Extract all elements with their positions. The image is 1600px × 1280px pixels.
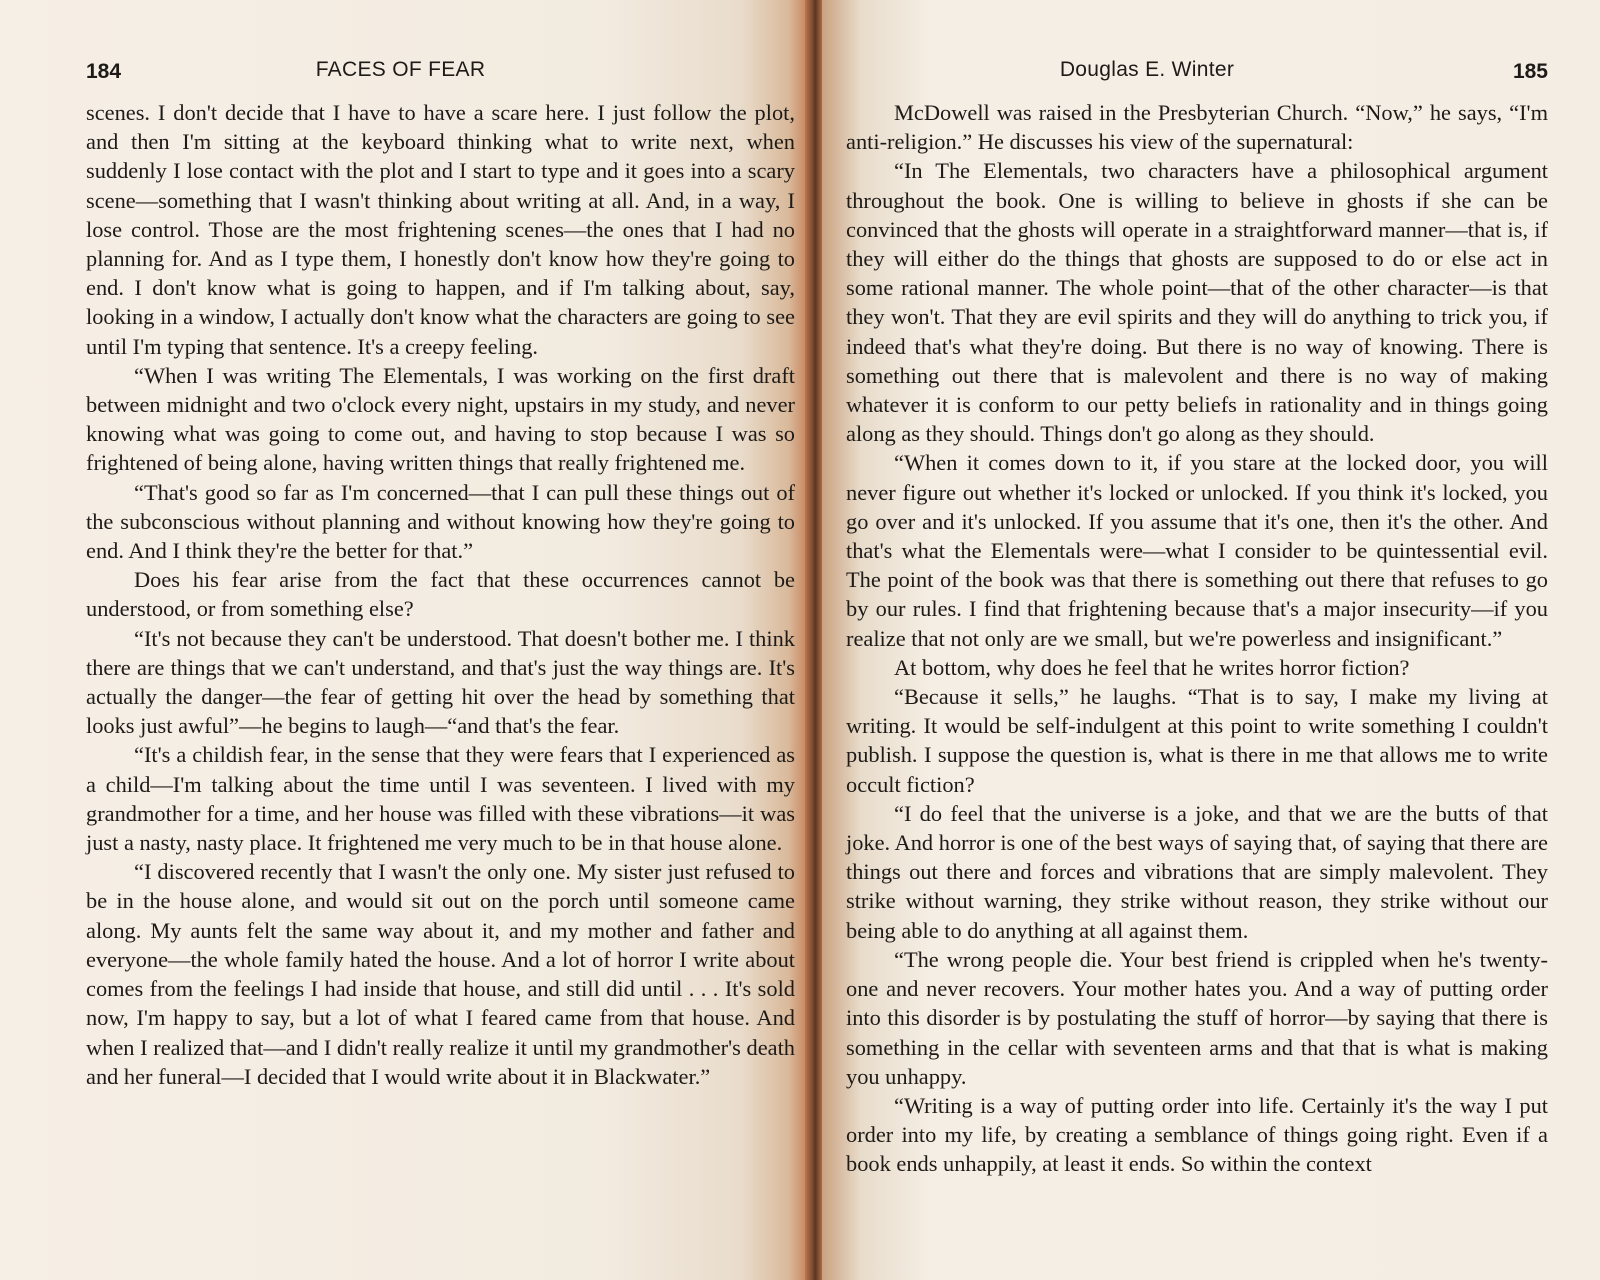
paragraph: “I do feel that the universe is a joke, and that we are the butts of that joke. And horror is one of the best ways of saying that, of saying that there are things out there and forces and vibrations that are simply malevolent. They strike without warning, they strike without reason, they strike without our being able to do anything at all against them. [846,800,1548,943]
left-page-header [86,50,795,84]
right-page [822,0,1600,1280]
book-gutter [805,0,822,1280]
paragraph: At bottom, why does he feel that he writes horror fiction? [894,654,1410,680]
paragraph: McDowell was raised in the Presbyterian Church. “Now,” he says, “I'm anti-religion.” He discusses his view of the supernatural: [846,100,1548,155]
paragraph: “It's a childish fear, in the sense that they were fears that I experienced as a child—I'm talking about the time until I was seventeen. I lived with my grandmother for a time, and her house was filled with these vibrations—it was just a nasty, nasty place. It frightened me very much to be in that house alone. [86,742,795,856]
paragraph: “Because it sells,” he laughs. “That is to say, I make my living at writing. It would be self-indulgent at this point to write something I couldn't publish. I suppose the question is, what is there in me that allows me to write occult fiction? [846,684,1548,797]
left-page-body [86,98,795,1091]
paragraph: “I discovered recently that I wasn't the only one. My sister just refused to be in the house alone, and would sit out on the porch until someone came along. My aunts felt the same way about it, and my mother and father and everyone—the whole family hated the house. And a lot of horror I write about comes from the feelings I had inside that house, and still did until . . . It's sold now, I'm happy to say, but a lot of what I feared came from that house. And when I realized that—and I didn't really realize it until my grandmother's death and her funeral—I decided that I would write about it in Blackwater.” [86,859,795,1089]
running-head: FACES OF FEAR [315,58,486,81]
paragraph: “In The Elementals, two characters have a philosophical argument throughout the book. One is willing to believe in ghosts if she can be convinced that the ghosts will operate in a straightforward manner—that is, if they will either do the things that ghosts are supposed to do or else act in some rational manner. The whole point—that of the other character—is that they won't. That they are evil spirits and they will do anything to trick you, if indeed that's what they're doing. But there is no way of knowing. There is something out there that is malevolent and there is no way of making whatever it is conform to our petty beliefs in rationality and in things going along as they should. Things don't go along as they should. [846,158,1548,447]
paragraph: “When it comes down to it, if you stare at the locked door, you will never figure out whether it's locked or unlocked. If you think it's locked, you go over and it's unlocked. If you assume that it's one, then it's the other. And that's what the Elementals were—what I consider to be quintessential evil. The point of the book was that there is something out there that refuses to go by our rules. I find that frightening because that's a major insecurity—if you realize that not only are we small, but we're powerless and insignificant.” [846,450,1548,651]
paragraph: “That's good so far as I'm concerned—that I can pull these things out of the subconscious without planning and without knowing how they're going to end. And I think they're the better for that.” [86,479,795,564]
page-number: 184 [86,60,122,83]
paragraph: “The wrong people die. Your best friend is crippled when he's twenty-one and never recovers. Your mother hates you. And a way of putting order into this disorder is by postulating the stuff of horror—by saying that there is something in the cellar with seventeen arms and that that is what is making you unhappy. [846,946,1548,1089]
paragraph: Does his fear arise from the fact that these occurrences cannot be understood, or from something else? [86,567,795,622]
paragraph: “Writing is a way of putting order into life. Certainly it's the way I put order into my life, by creating a semblance of things going right. Even if a book ends unhappily, at least it ends. So within the context [846,1092,1548,1177]
running-head: Douglas E. Winter [1059,58,1235,81]
paragraph: “When I was writing The Elementals, I was working on the first draft between midnight and two o'clock every night, upstairs in my study, and never knowing what was going to come out, and having to stop because I was so frightened of being alone, having written things that really frightened me. [86,362,795,476]
paragraph: “It's not because they can't be understood. That doesn't bother me. I think there are things that we can't understand, and that's just the way things are. It's actually the danger—the fear of getting hit over the head by something that looks just awful”—he begins to laugh—“and that's the fear. [86,625,795,739]
right-page-body [846,98,1548,1179]
page-number: 185 [1512,60,1548,83]
paragraph: scenes. I don't decide that I have to have a scare here. I just follow the plot, and then I'm sitting at the keyboard thinking what to write next, when suddenly I lose contact with the plot and I start to type and it goes into a scary scene—something that I wasn't thinking about writing at all. And, in a way, I lose control. Those are the most frightening scenes—the ones that I had no planning for. And as I type them, I honestly don't know how they're going to end. I don't know what is going to happen, and if I'm talking about, say, looking in a window, I actually don't know what the characters are going to see until I'm typing that sentence. It's a creepy feeling. [86,100,795,359]
right-page-header [846,50,1548,84]
